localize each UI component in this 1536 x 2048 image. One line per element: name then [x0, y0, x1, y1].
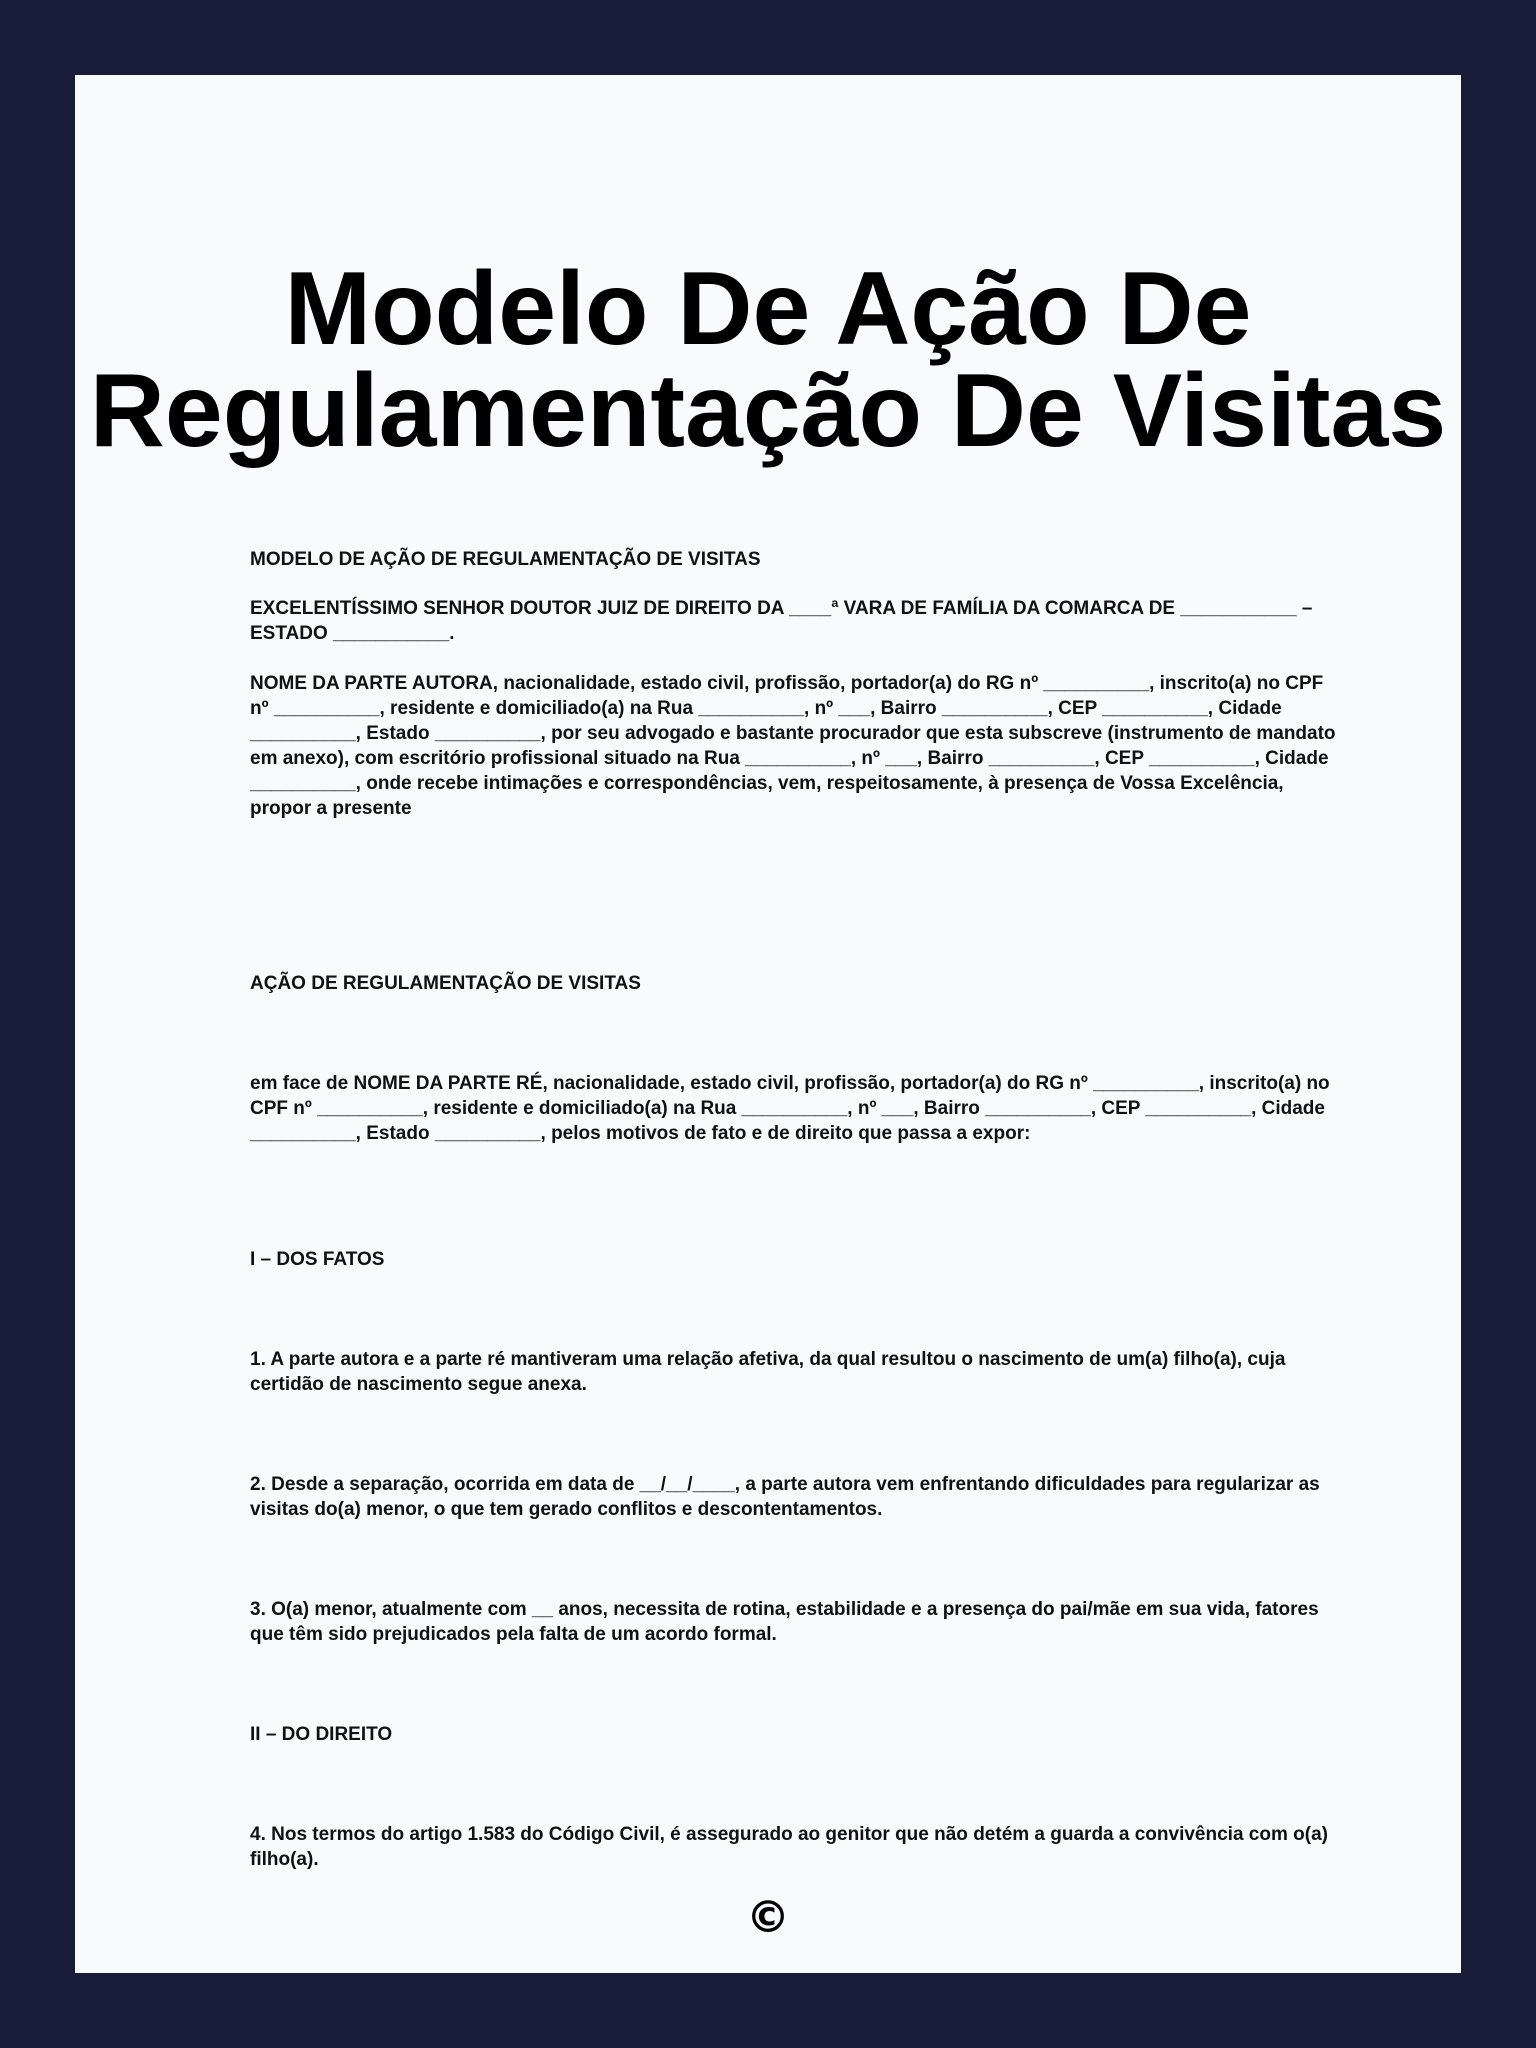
- fact-paragraph-3: 3. O(a) menor, atualmente com __ anos, necessita de rotina, estabilidade e a presença do pai/mãe em sua vida, fatores que têm sido prejudicados pela falta de um acordo formal.: [250, 1599, 1319, 1645]
- fact-paragraph-2: 2. Desde a separação, ocorrida em data de __/__/____, a parte autora vem enfrentando dificuldades para regularizar as visitas do(a) menor, o que tem gerado conflitos e descontentamentos.: [250, 1474, 1320, 1520]
- page-title: Modelo De Ação De Regulamentação De Visitas: [89, 251, 1447, 469]
- addressee-paragraph: EXCELENTÍSSIMO SENHOR DOUTOR JUIZ DE DIREITO DA ____ª VARA DE FAMÍLIA DA COMARCA DE ___________ – ESTADO ___________.: [250, 598, 1313, 644]
- plaintiff-paragraph: NOME DA PARTE AUTORA, nacionalidade, estado civil, profissão, portador(a) do RG nº __________, inscrito(a) no CPF nº __________, residente e domiciliado(a) na Rua __________, nº ___, Bairro __________, CEP __________, Cidade __________, Estado __________, por seu advogado e bastante procurador que esta subscreve (instrumento de mandato em anexo), com escritório profissional situado na Rua __________, nº ___, Bairro __________, CEP __________, Cidade __________, onde recebe intimações e correspondências, vem, respeitosamente, à presença de Vossa Excelência, propor a presente: [250, 673, 1336, 819]
- copyright-icon: ©: [746, 1892, 790, 1943]
- document-page: [75, 75, 1461, 1973]
- action-title: AÇÃO DE REGULAMENTAÇÃO DE VISITAS: [250, 973, 641, 994]
- fact-paragraph-1: 1. A parte autora e a parte ré mantiveram uma relação afetiva, da qual resultou o nascimento de um(a) filho(a), cuja certidão de nascimento segue anexa.: [250, 1349, 1286, 1395]
- section-law-heading: II – DO DIREITO: [250, 1724, 393, 1745]
- law-paragraph-4: 4. Nos termos do artigo 1.583 do Código Civil, é assegurado ao genitor que não detém a guarda a convivência com o(a) filho(a).: [250, 1824, 1328, 1870]
- section-facts-heading: I – DOS FATOS: [250, 1249, 385, 1270]
- document-heading: MODELO DE AÇÃO DE REGULAMENTAÇÃO DE VISITAS: [250, 549, 761, 570]
- defendant-paragraph: em face de NOME DA PARTE RÉ, nacionalidade, estado civil, profissão, portador(a) do RG nº __________, inscrito(a) no CPF nº __________, residente e domiciliado(a) na Rua __________, nº ___, Bairro __________, CEP __________, Cidade __________, Estado __________, pelos motivos de fato e de direito que passa a expor:: [250, 1073, 1330, 1144]
